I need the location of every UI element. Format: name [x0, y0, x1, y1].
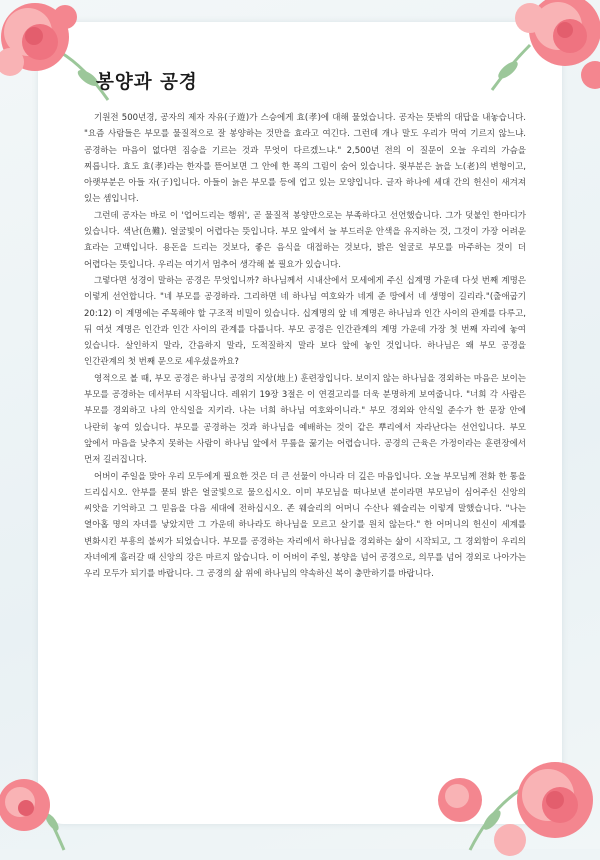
paragraph-1: 기원전 500년경, 공자의 제자 자유(子遊)가 스승에게 효(孝)에 대해 물었습니다. 공자는 뜻밖의 대답을 내놓습니다. "요즘 사람들은 부모를 물질적으로 잘 봉양하는 것만을 효라고 여긴다. 그런데 개나 말도 우리가 먹여 기르지 않느냐. 공경하는 마음이 없다면 짐승을 기르는 것과 무엇이 다르겠느냐." 2,500년 전의 이 질문이 오늘 우리의 가슴을 찌릅니다. 효도 효(孝)라는 한자를 뜯어보면 그 안에 한 폭의 그림이 숨어 있습니다. 윗부분은 늙을 노(老)의 변형이고, 아랫부분은 아들 자(子)입니다. 아들이 늙은 부모를 등에 업고 있는 모양입니다. 글자 하나에 세대 간의 헌신이 새겨져 있는 셈입니다.: [84, 113, 526, 205]
paragraph-4: 영적으로 볼 때, 부모 공경은 하나님 공경의 지상(地上) 훈련장입니다. 보이지 않는 하나님을 경외하는 마음은 보이는 부모를 공경하는 데서부터 시작됩니다. 레위기 19장 3절은 이 연결고리를 더욱 분명하게 보여줍니다. "너희 각 사람은 부모를 경외하고 나의 안식일을 지키라. 나는 너희 하나님 여호와이니라." 부모 경외와 안식일 준수가 한 문장 안에 나란히 놓여 있습니다. 부모를 공경하는 것과 하나님을 예배하는 것이 같은 뿌리에서 자라난다는 선언입니다. 부모 앞에서 마음을 낮추지 못하는 사람이 하나님 앞에서 무릎을 꿇기는 어렵습니다. 공경의 근육은 가정이라는 훈련장에서 먼저 길러집니다.: [84, 373, 526, 466]
carnation-top-right-icon: [470, 0, 600, 110]
page-title: 봉양과 공경: [96, 72, 198, 93]
article-body: [84, 110, 526, 583]
carnation-bottom-left-icon: [0, 760, 84, 855]
paragraph-5: 어버이 주일을 맞아 우리 모두에게 필요한 것은 더 큰 선물이 아니라 더 깊은 마음입니다. 오늘 부모님께 전화 한 통을 드리십시오. 안부를 묻되 밝은 얼굴빛으로 물으십시오. 이미 부모님을 떠나보낸 분이라면 부모님이 심어주신 신앙의 씨앗을 기억하고 그 믿음을 다음 세대에 전하십시오. 존 웨슬리의 어머니 수산나 웨슬리는 이렇게 말했습니다. "나는 열아홉 명의 자녀를 낳았지만 그 가운데 하나라도 하나님을 모르고 살기를 원치 않는다." 한 어머니의 헌신이 세계를 변화시킨 부흥의 불씨가 되었습니다. 부모를 공경하는 자리에서 하나님을 경외하는 삶이 시작되고, 그 경외함이 우리의 자녀에게 흘러갈 때 신앙의 강은 마르지 않습니다. 이 어버이 주일, 봉양을 넘어 공경으로, 의무를 넘어 경외로 나아가는 우리 모두가 되기를 바랍니다. 그 공경의 삶 위에 하나님의 약속하신 복이 충만하기를 바랍니다.: [84, 471, 526, 580]
carnation-top-left-icon: [0, 0, 120, 112]
paragraph-3: 그렇다면 성경이 말하는 공경은 무엇입니까? 하나님께서 시내산에서 모세에게 주신 십계명 가운데 다섯 번째 계명은 이렇게 선언합니다. "네 부모를 공경하라. 그리하면 네 하나님 여호와가 네게 준 땅에서 네 생명이 길리라."(출애굽기 20:12) 이 계명에는 주목해야 할 구조적 비밀이 있습니다. 십계명의 앞 네 계명은 하나님과 인간 사이의 관계를 다루고, 뒤 여섯 계명은 인간과 인간 사이의 관계를 다룹니다. 부모 공경은 인간관계의 계명 가운데 가장 첫 번째 자리에 놓여 있습니다. 살인하지 말라, 간음하지 말라, 도적질하지 말라 보다 앞에 놓인 것입니다. 하나님은 왜 부모 공경을 인간관계의 첫 번째 문으로 세우셨을까요?: [84, 275, 526, 368]
carnation-bottom-right-icon: [430, 740, 600, 860]
paragraph-2: 그런데 공자는 바로 이 '업어드리는 행위', 곧 물질적 봉양만으로는 부족하다고 선언했습니다. 그가 덧붙인 한마디가 있습니다. 색난(色難). 얼굴빛이 어렵다는 뜻입니다. 부모 앞에서 늘 부드러운 안색을 유지하는 것, 그것이 가장 어려운 효라는 고백입니다. 용돈을 드리는 것보다, 좋은 음식을 대접하는 것보다, 밝은 얼굴로 부모를 마주하는 것이 더 어렵다는 뜻입니다. 우리는 여기서 멈추어 생각해 볼 필요가 있습니다.: [84, 210, 526, 270]
